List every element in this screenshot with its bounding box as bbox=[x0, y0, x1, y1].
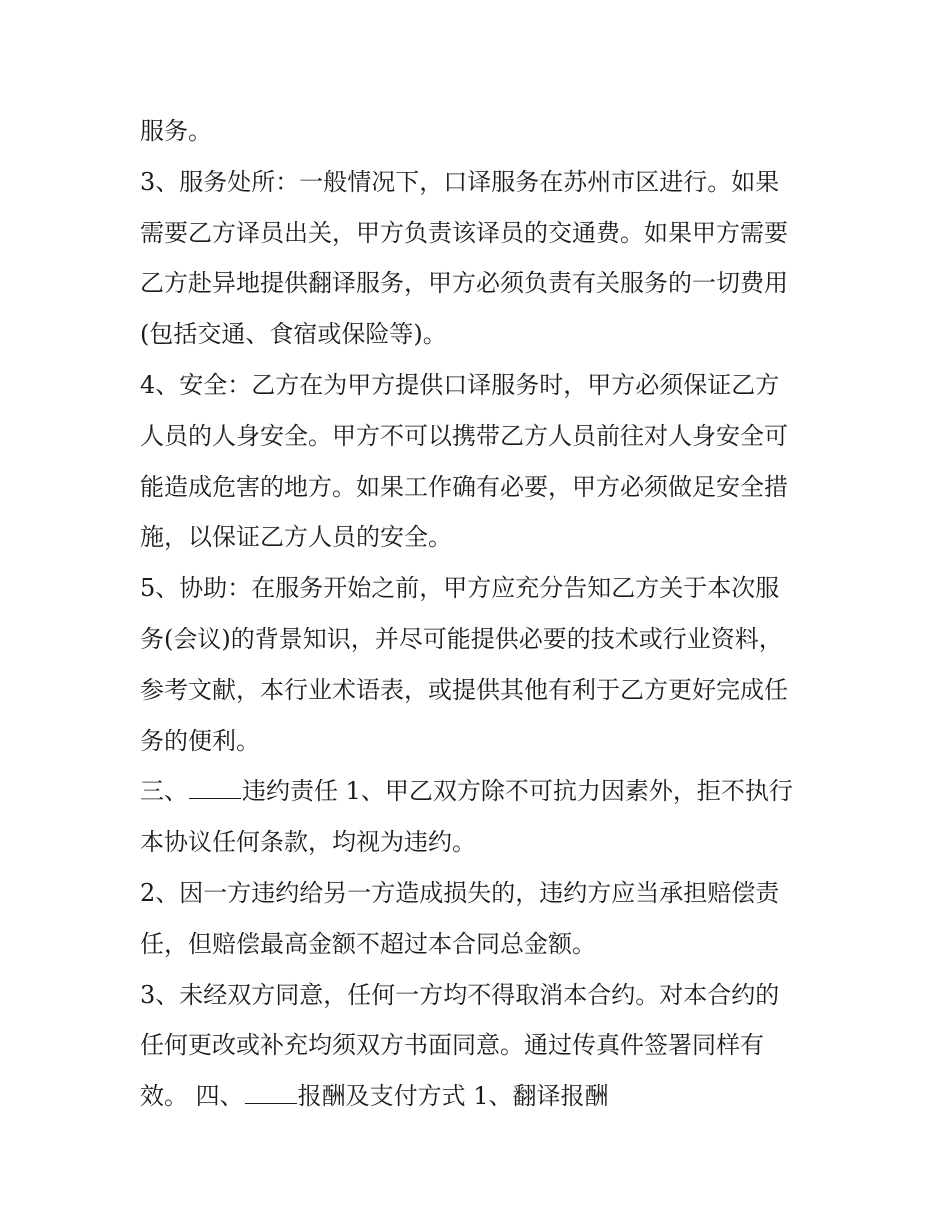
text-line: 本协议任何条款，均视为违约。 bbox=[140, 828, 476, 857]
text-line: 能造成危害的地方。如果工作确有必要，甲方必须做足安全措 bbox=[140, 472, 788, 501]
text-line: 务(会议)的背景知识，并尽可能提供必要的技术或行业资料， bbox=[140, 624, 783, 653]
text-line: 施，以保证乙方人员的安全。 bbox=[140, 523, 452, 552]
text-line: 乙方赴异地提供翻译服务，甲方必须负责有关服务的一切费用 bbox=[140, 269, 788, 298]
text-line: 3、服务处所：一般情况下，口译服务在苏州市区进行。如果 bbox=[140, 167, 780, 196]
line-segment: 效。 四、 bbox=[140, 1082, 244, 1111]
fill-in-blank bbox=[189, 776, 241, 799]
section-heading-line bbox=[140, 1071, 820, 1122]
line-segment: 三、 bbox=[140, 777, 188, 806]
text-line: 3、未经双方同意，任何一方均不得取消本合约。对本合约的 bbox=[140, 980, 780, 1009]
text-line: 2、因一方违约给另一方造成损失的，违约方应当承担赔偿责 bbox=[140, 878, 780, 907]
fill-in-blank bbox=[245, 1081, 297, 1104]
text-line: 任，但赔偿最高金额不超过本合同总金额。 bbox=[140, 929, 596, 958]
text-line: 需要乙方译员出关，甲方负责该译员的交通费。如果甲方需要 bbox=[140, 218, 788, 247]
text-line: 人员的人身安全。甲方不可以携带乙方人员前往对人身安全可 bbox=[140, 421, 788, 450]
section-heading-line bbox=[140, 766, 820, 817]
text-line: 任何更改或补充均须双方书面同意。通过传真件签署同样有 bbox=[140, 1031, 764, 1060]
text-line: 参考文献，本行业术语表，或提供其他有利于乙方更好完成任 bbox=[140, 675, 788, 704]
text-line: 服务。 bbox=[140, 117, 212, 145]
line-segment: 报酬及支付方式 1、翻译报酬 bbox=[297, 1082, 609, 1111]
line-segment: 违约责任 1、甲乙双方除不可抗力因素外，拒不执行 bbox=[242, 777, 793, 806]
text-line: (包括交通、食宿或保险等)。 bbox=[140, 320, 447, 349]
text-line: 务的便利。 bbox=[140, 726, 260, 755]
text-line: 5、协助：在服务开始之前，甲方应充分告知乙方关于本次服 bbox=[140, 574, 780, 603]
text-line: 4、安全：乙方在为甲方提供口译服务时，甲方必须保证乙方 bbox=[140, 370, 780, 399]
contract-text bbox=[140, 106, 820, 1122]
